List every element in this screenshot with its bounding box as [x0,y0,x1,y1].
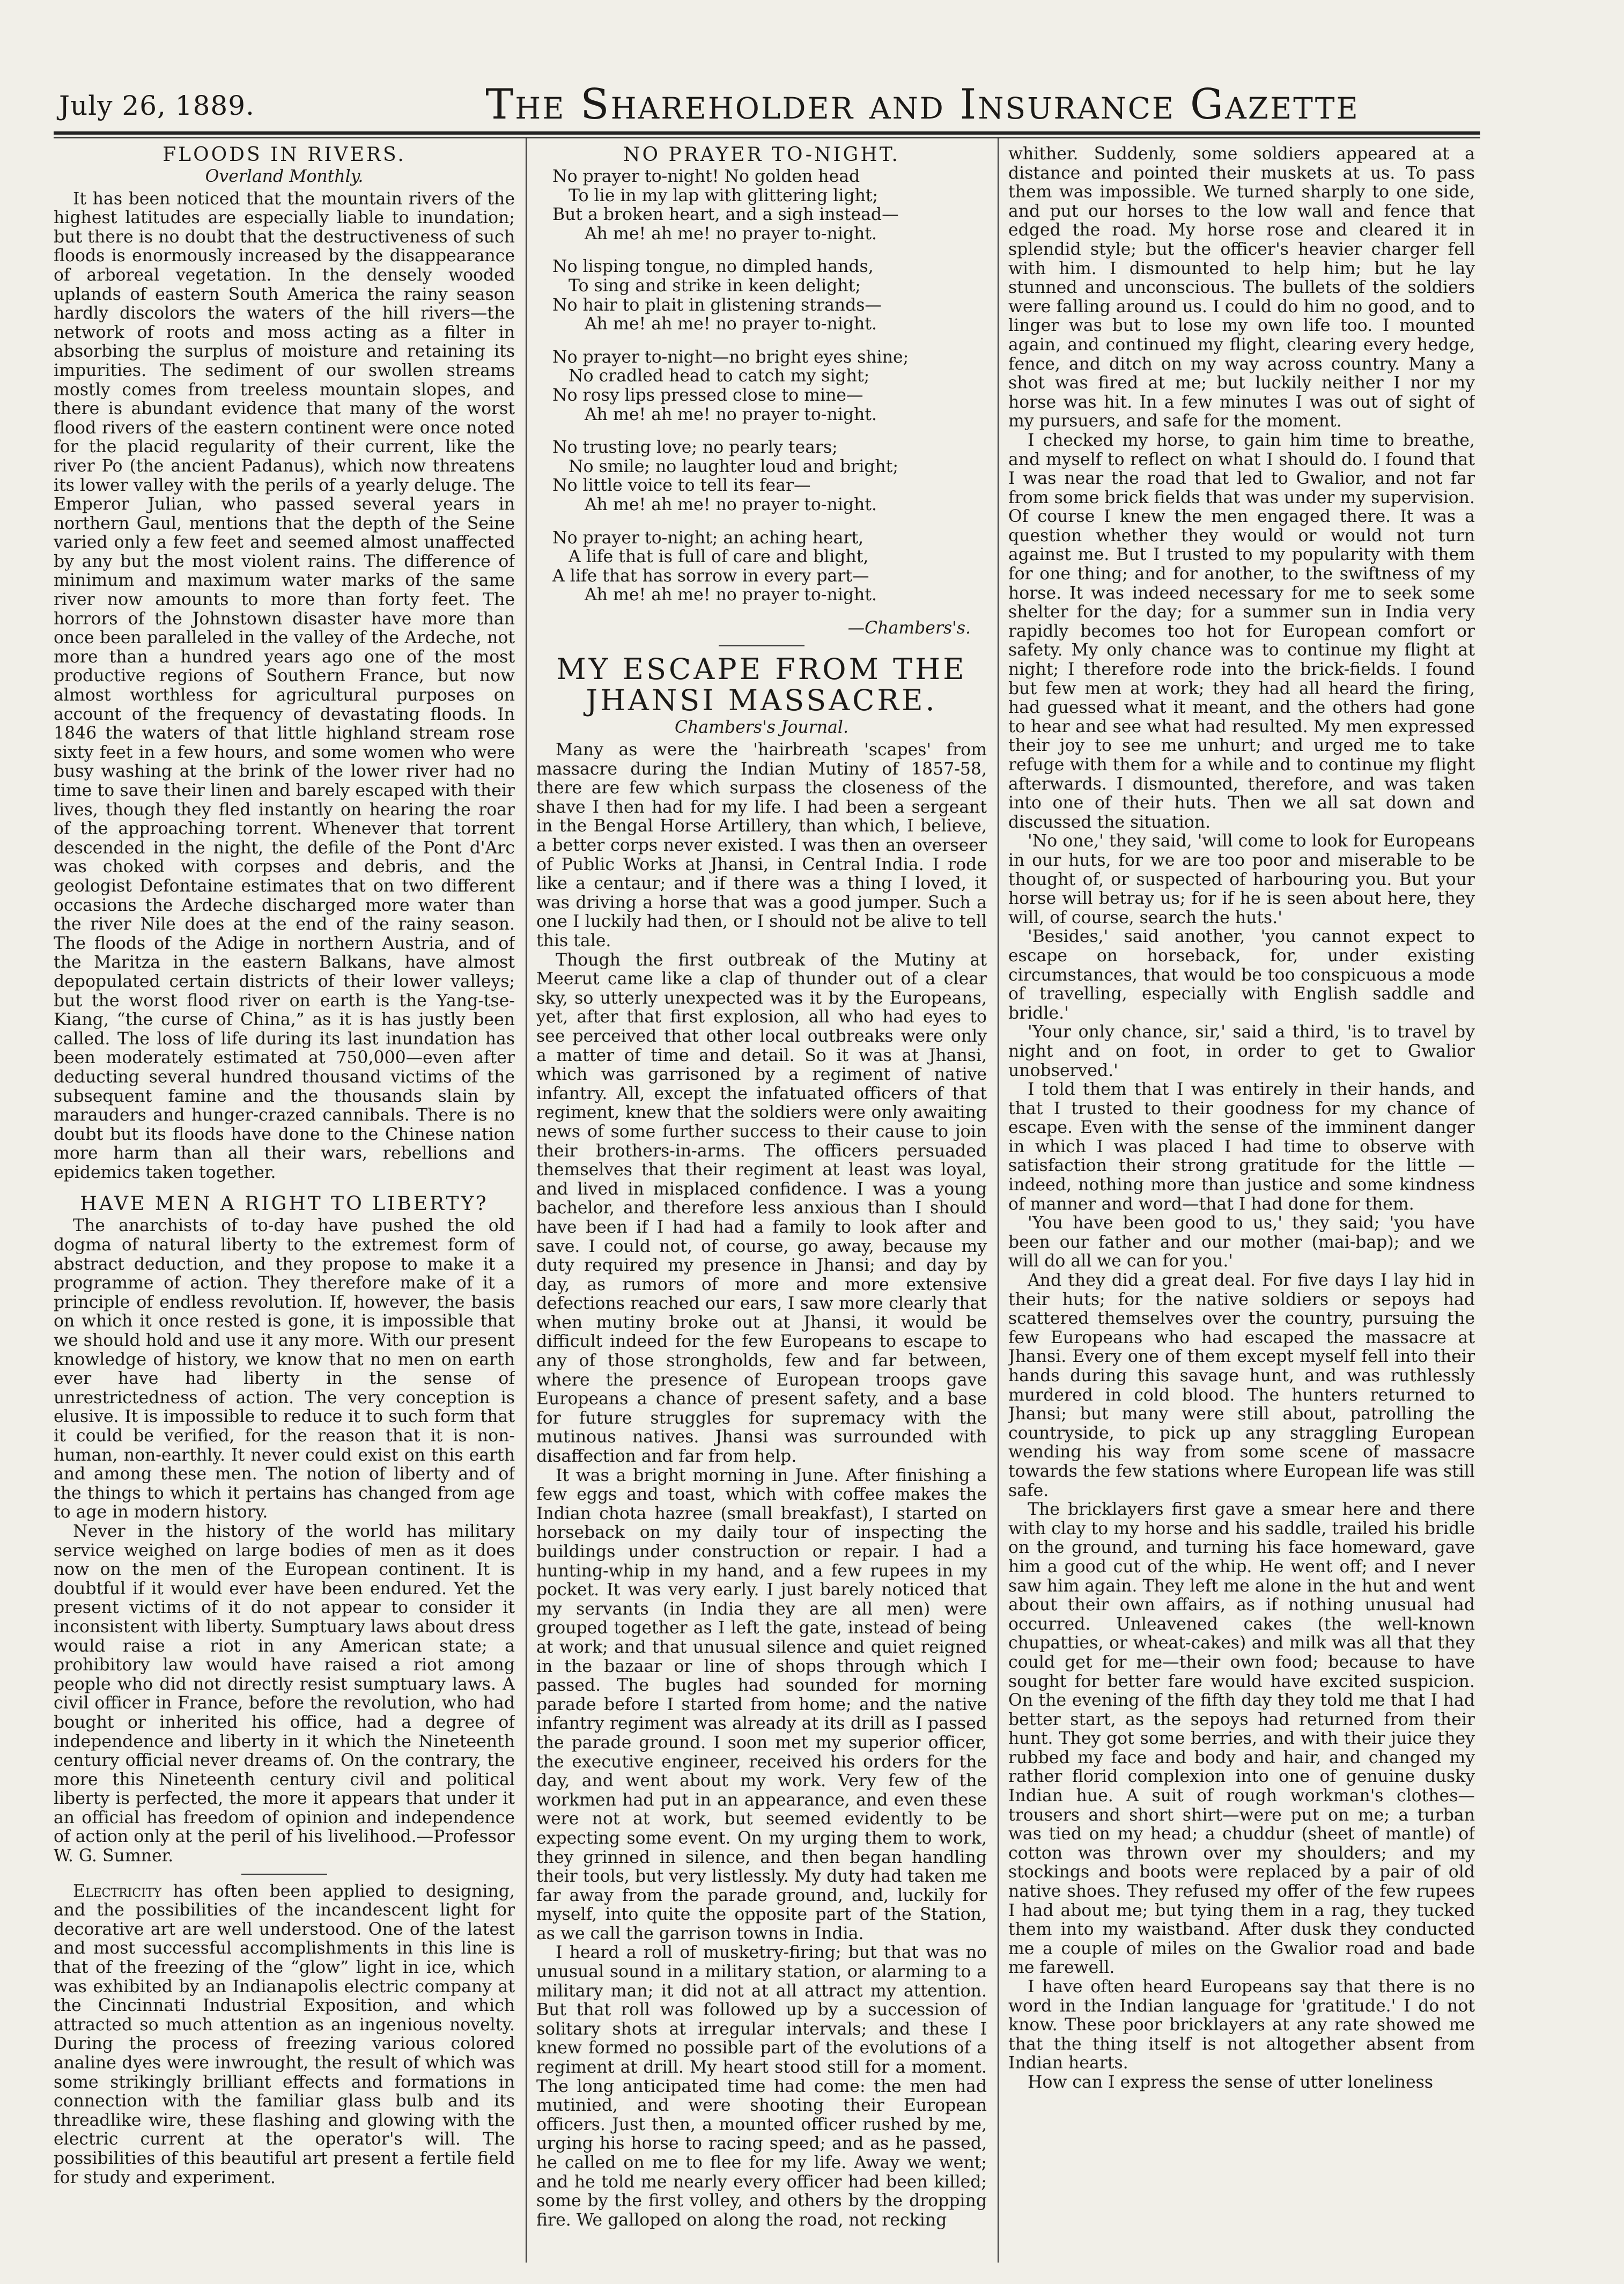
article-electricity [54,1882,515,2188]
column-divider [526,138,527,2263]
article-paragraph: I have often heard Europeans say that there is no word in the Indian language for 'gratitude.' I do not know. These poor bricklayers at any rate showed me that the thing itself is not altogether absent from Indian hearts. [1008,1977,1475,2073]
poem-line: A life that has sorrow in every part— [552,566,869,586]
article-paragraph: I heard a roll of musketry-firing; but that was no unusual sound in a military station, or alarming to a military man; it did not at all attract my attention. But that roll was followed up by a succession of solitary shots at irregular intervals; and these I knew formed no possible part of the evolutions of a regiment at drill. My heart stood still for a moment. The long anticipated time had come: the men had mutinied, and were shooting their European officers. Just then, a mounted officer rushed by me, urging his horse to racing speed; and as he passed, he called on me to flee for my life. Away we went; and he told me nearly every officer had been killed; some by the first volley, and others by the dropping fire. We galloped on along the road, not recking [536,1943,987,2230]
poem-line: No rosy lips pressed close to mine— [552,385,863,405]
poem-stanza [552,438,987,514]
article-paragraph: I checked my horse, to gain him time to breathe, and myself to reflect on what I should do. I found that I was near the road that led to Gwalior, and not far from some brick fields that was under my supervision. Of course I knew the men engaged there. It was a question whether they would or would not turn against me. But I trusted to my popularity with them for one thing; and for another, to the swiftness of my horse. It was indeed necessary for me to seek some shelter for the day; for a summer sun in India very rapidly becomes too hot for European comfort or safety. My only chance was to continue my flight at night; I therefore rode into the brick-fields. I found but few men at work; they had all heard the firing, had guessed what it meant, and the others had gone to hear and see what had resulted. My men expressed their joy to see me unhurt; and urged me to take refuge with them for a while and to continue my flight afterwards. I dismounted, therefore, and was taken into one of their huts. Then we all sat down and discussed the situation. [1008,430,1475,832]
poem-line: No little voice to tell its fear— [552,476,811,496]
poem-line: To lie in my lap with glittering light; [569,186,879,205]
poem-line: No cradled head to catch my sight; [569,366,870,386]
poem-stanza [552,348,987,424]
poem-stanza [552,257,987,334]
poem-line: Ah me! ah me! no prayer to-night. [585,585,877,605]
article-heading: FLOODS IN RIVERS. [163,145,406,166]
column-middle [536,145,987,2269]
poem-line: A life that is full of care and blight, [569,547,869,567]
article-paragraph: Never in the history of the world has military service weighed on large bodies of men as it does now on the men of the European continent. It is doubtful if it would ever have been endured. Yet the present victims of it do not appear to consider it inconsistent with liberty. Sumptuary laws about dress would raise a riot in any American state; a prohibitory law would have raised a riot among people who did not directly resist sumptuary laws. A civil officer in France, before the revolution, who had bought or inherited his office, had a degree of independence and liberty in it which the Nineteenth century official never dreams of. On the contrary, the more this Nineteenth century civil and political liberty is perfected, the more it appears that under it an official has freedom of opinion and independence of action only at the peril of his livelihood.—Professor W. G. Sumner. [54,1521,515,1866]
article-paragraph: 'Your only chance, sir,' said a third, 'is to travel by night and on foot, in order to get to Gwalior unobserved.' [1008,1022,1475,1080]
column-left [54,145,515,2269]
poem-line: Ah me! ah me! no prayer to-night. [585,314,877,334]
newspaper-title: The Shareholder and Insurance Gazette [485,80,1360,129]
article-jhansi [536,654,987,2230]
paragraph-text: has often been applied to designing, and the possibilities of the incandescent light for decorative art are well understood. One of the latest and most successful accomplishments in this line is that of the freezing of the “glow” light in ice, which was exhibited by an Indianapolis electric company at the Cincinnati Industrial Exposition, and which attracted so much attention as an ingenious novelty. During the process of freezing various colored analine dyes were inwrought, the result of which was some strikingly brilliant effects and formations in connection with the familiar glass bulb and its threadlike wire, these flashing and glowing with the electric current at the operator's will. The possibilities of this beautiful art present a fertile field for study and experiment. [54,1881,515,2187]
article-source: Overland Monthly. [205,167,364,186]
article-paragraph: The bricklayers first gave a smear here and there with clay to my horse and his saddle, trailed his bridle on the ground, and turning his face homeward, gave him a good cut of the whip. He went off; and I never saw him again. They left me alone in the hut and went about their own affairs, as if nothing unusual had occurred. Unleavened cakes (the well-known chupatties, or wheat-cakes) and milk was all that they could get for me—their own food; because to have sought for better fare would have excited suspicion. On the evening of the fifth day they told me that I had better start, as the sepoys had returned from their hunt. They got some berries, and with their juice they rubbed my face and body and hair, and changed my rather florid complexion into one of genuine dusky Indian hue. A suit of rough workman's clothes—trousers and short shirt—were put on me; a turban was tied on my head; a chuddur (sheet of mantle) of cotton was thrown over my shoulders; and my stockings and boots were replaced by a pair of old native shoes. They refused my offer of the few rupees I had about me; but tying them in a rag, they tucked them into my waistband. After dusk they conducted me a couple of miles on the Gwalior road and bade me farewell. [1008,1500,1475,1978]
poem-attribution: —Chambers's. [847,618,971,638]
lead-word: Electricity [73,1881,162,1901]
poem-line: No lisping tongue, no dimpled hands, [552,257,874,277]
poem-line: No prayer to-night; an aching heart, [552,528,864,548]
poem-stanza [552,167,987,244]
article-paragraph: 'You have been good to us,' they said; 'you have been our father and our mother (mai-bap); and we will do all we can for you.' [1008,1213,1475,1271]
poem-line: To sing and strike in keen delight; [569,276,861,296]
poem-line: Ah me! ah me! no prayer to-night. [585,404,877,424]
poem-line: No hair to plait in glistening strands— [552,295,882,315]
article-paragraph: Many as were the 'hairbreath 'scapes' from massacre during the Indian Mutiny of 1857-58, there are few which surpass the closeness of the shave I then had for my life. I had been a sergeant in the Bengal Horse Artillery, than which, I believe, a better corps never existed. I was then an overseer of Public Works at Jhansi, in Central India. I rode like a centaur; and if there was a thing I loved, it was driving a horse that was a good jumper. Such a one I luckily had then, or I should not be alive to tell this tale. [536,740,987,951]
article-paragraph [54,1882,515,2188]
article-paragraph: It has been noticed that the mountain rivers of the highest latitudes are especially liable to inundation; but there is no doubt that the destructiveness of such floods is enormously increased by the disappearance of arboreal vegetation. In the densely wooded uplands of eastern South America the rainy season hardly discolors the waters of the hill rivers—the network of roots and moss acting as a filter in absorbing the surplus of moisture and retaining its impurities. The sediment of our swollen streams mostly comes from treeless mountain slopes, and there is abundant evidence that many of the worst flood rivers of the eastern continent were once noted for the placid regularity of their current, like the river Po (the ancient Padanus), which now threatens its lower valley with the perils of a yearly deluge. The Emperor Julian, who passed several years in northern Gaul, mentions that the depth of the Seine varied only a few feet and seemed almost unaffected by any but the most violent rains. The difference of minimum and maximum water marks of the same river now amounts to more than forty feet. The horrors of the Johnstown disaster have more than once been paralleled in the valley of the Ardeche, not more than a hundred years ago one of the most productive regions of Southern France, but now almost worthless for agricultural purposes on account of the frequency of devastating floods. In 1846 the waters of that little highland stream rose sixty feet in a few hours, and some women who were busy washing at the brink of the lower river had no time to save their linen and barely escaped with their lives, though they fled instantly on hearing the roar of the approaching torrent. Whenever that torrent descended in the night, the defile of the Pont d'Arc was choked with corpses and debris, and the geologist Defontaine estimates that on two different occasions the Ardeche discharged more water than the river Nile does at the end of the rainy season. The floods of the Adige in northern Austria, and of the Maritza in the eastern Balkans, have almost depopulated certain districts of their lower valleys; but the worst flood river on earth is the Yang-tse-Kiang, “the curse of China,” as it is has justly been called. The loss of life during its last inundation has been moderately estimated at 750,000—even after deducting several hundred thousand victims of the subsequent famine and the thousands slain by marauders and hunger-crazed cannibals. There is no doubt but its floods have done to the Chinese nation more harm than all their wars, rebellions and epidemics taken together. [54,189,515,1182]
poem-line: No trusting love; no pearly tears; [552,438,838,458]
article-source: Chambers's Journal. [675,718,848,738]
poem-line: Ah me! ah me! no prayer to-night. [585,495,877,514]
poem-line: But a broken heart, and a sigh instead— [552,205,899,225]
masthead-rule-thick [54,131,1480,135]
article-paragraph: I told them that I was entirely in their hands, and that I trusted to their goodness for my chance of escape. Even with the sense of the imminent danger in which I was placed I had time to observe with satisfaction their strong gratitude for the little —indeed, nothing more than justice and some kindness of manner and word—that I had done for them. [1008,1080,1475,1214]
section-separator [241,1874,327,1875]
article-paragraph: And they did a great deal. For five days I lay hid in their huts; for the native soldiers or sepoys had scattered themselves over the country, pursuing the few Europeans who had escaped the massacre at Jhansi. Every one of them except myself fell into their hands during this savage hunt, and was ruthlessly murdered in cold blood. The hunters returned to Jhansi; but many were still about, patrolling the countryside, to pick up any straggling European wending his way from some scene of massacre towards the few stations where European life was still safe. [1008,1271,1475,1500]
article-floods [54,145,515,1182]
column-divider [998,138,999,2263]
column-right [1008,145,1475,2269]
article-paragraph: 'Besides,' said another, 'you cannot expect to escape on horseback, for, under existing circumstances, that would be too conspicuous a mode of travelling, especially with English saddle and bridle.' [1008,927,1475,1023]
article-paragraph: How can I express the sense of utter loneliness [1028,2072,1434,2092]
poem-stanza [552,529,987,605]
article-paragraph: The anarchists of to-day have pushed the old dogma of natural liberty to the extremest form of abstract deduction, and they propose to make it a programme of action. They therefore make of it a principle of endless revolution. If, however, the basis on which it once rested is gone, it is impossible that we should hold and use it any more. With our present knowledge of history, we know that no men on earth ever have had liberty in the sense of unrestrictedness of action. The very conception is elusive. It is impossible to reduce it to such form that it could be verified, for the reason that it is non-human, non-earthly. It never could exist on this earth and among these men. The notion of liberty and of the things to which it pertains has changed from age to age in modern history. [54,1216,515,1522]
section-separator [719,645,804,646]
poem-body [552,167,987,605]
poem-heading: NO PRAYER TO-NIGHT. [623,145,900,166]
poem-line: No prayer to-night—no bright eyes shine; [552,347,909,367]
article-paragraph: It was a bright morning in June. After finishing a few eggs and toast, which with coffee makes the Indian chota hazree (small breakfast), I started on horseback on my daily tour of inspecting the buildings under construction or repair. I had a hunting-whip in my hand, and a few rupees in my pocket. It was very early. I just barely noticed that my servants (in India they are all men) were grouped together as I left the gate, instead of being at work; and that unusual silence and quiet reigned in the bazaar or line of shops through which I passed. The bugles had sounded for morning parade before I started from home; and the native infantry regiment was already at its drill as I passed the parade ground. I soon met my superior officer, the executive engineer, received his orders for the day, and went about my work. Very few of the workmen had put in an appearance, and even these were not at work, but seemed evidently to be expecting some event. On my urging them to work, they grinned in silence, and then began handling their tools, but very listlessly. My duty had taken me far away from the parade ground, and, luckily for myself, into quite the opposite part of the Station, as we call the garrison towns in India. [536,1465,987,1943]
poem-line: No smile; no laughter loud and bright; [569,456,898,476]
poem-line: Ah me! ah me! no prayer to-night. [585,224,877,244]
masthead [59,80,1475,139]
issue-date: July 26, 1889. [59,90,255,121]
article-paragraph: whither. Suddenly, some soldiers appeared at a distance and pointed their muskets at us. To pass them was impossible. We turned sharply to one side, and put our horses to the low wall and fence that edged the road. My horse rose and cleared it in splendid style; but the officer's heavier charger fell with him. I dismounted to help him; but he lay stunned and unconscious. The bullets of the soldiers were falling around us. I could do him no good, and to linger was but to lose my own life too. I mounted again, and continued my flight, clearing every hedge, fence, and ditch on my way across country. Many a shot was fired at me; but luckily neither I nor my horse was hit. In a few minutes I was out of sight of my pursuers, and safe for the moment. [1008,145,1475,431]
article-heading: HAVE MEN A RIGHT TO LIBERTY? [80,1193,489,1215]
article-paragraph: Though the first outbreak of the Mutiny at Meerut came like a clap of thunder out of a clear sky, so utterly unexpected was it by the Europeans, yet, after that first explosion, all who had eyes to see perceived that other local outbreaks were only a matter of time and detail. So it was at Jhansi, which was garrisoned by a regiment of native infantry. All, except the infatuated officers of that regiment, knew that the soldiers were only awaiting news of some further success to their cause to join their brothers-in-arms. The officers persuaded themselves that their regiment at least was loyal, and lived in misplaced confidence. I was a young bachelor, and therefore less anxious than I should have been if I had had a family to look after and save. I could not, of course, go away, because my duty required my presence in Jhansi; and day by day, as rumors of more and more extensive defections reached our ears, I saw more clearly that when mutiny broke out at Jhansi, it would be difficult indeed for the few Europeans to escape to any of those strongholds, few and far between, where the presence of European troops gave Europeans a chance of present safety, and a base for future struggles for supremacy with the mutinous natives. Jhansi was surrounded with disaffection and far from help. [536,950,987,1467]
article-heading: MY ESCAPE FROM THE JHANSI MASSACRE. [556,652,967,718]
poem-line: No prayer to-night! No golden head [552,167,860,186]
article-liberty [54,1194,515,1866]
article-paragraph: 'No one,' they said, 'will come to look for Europeans in our huts, for we are too poor and miserable to be thought of, or suspected of harbouring you. But your horse will betray us; for if he is seen about here, they will, of course, search the huts.' [1008,831,1475,927]
poem-no-prayer [536,145,987,638]
masthead-rule-thin [54,137,1480,138]
